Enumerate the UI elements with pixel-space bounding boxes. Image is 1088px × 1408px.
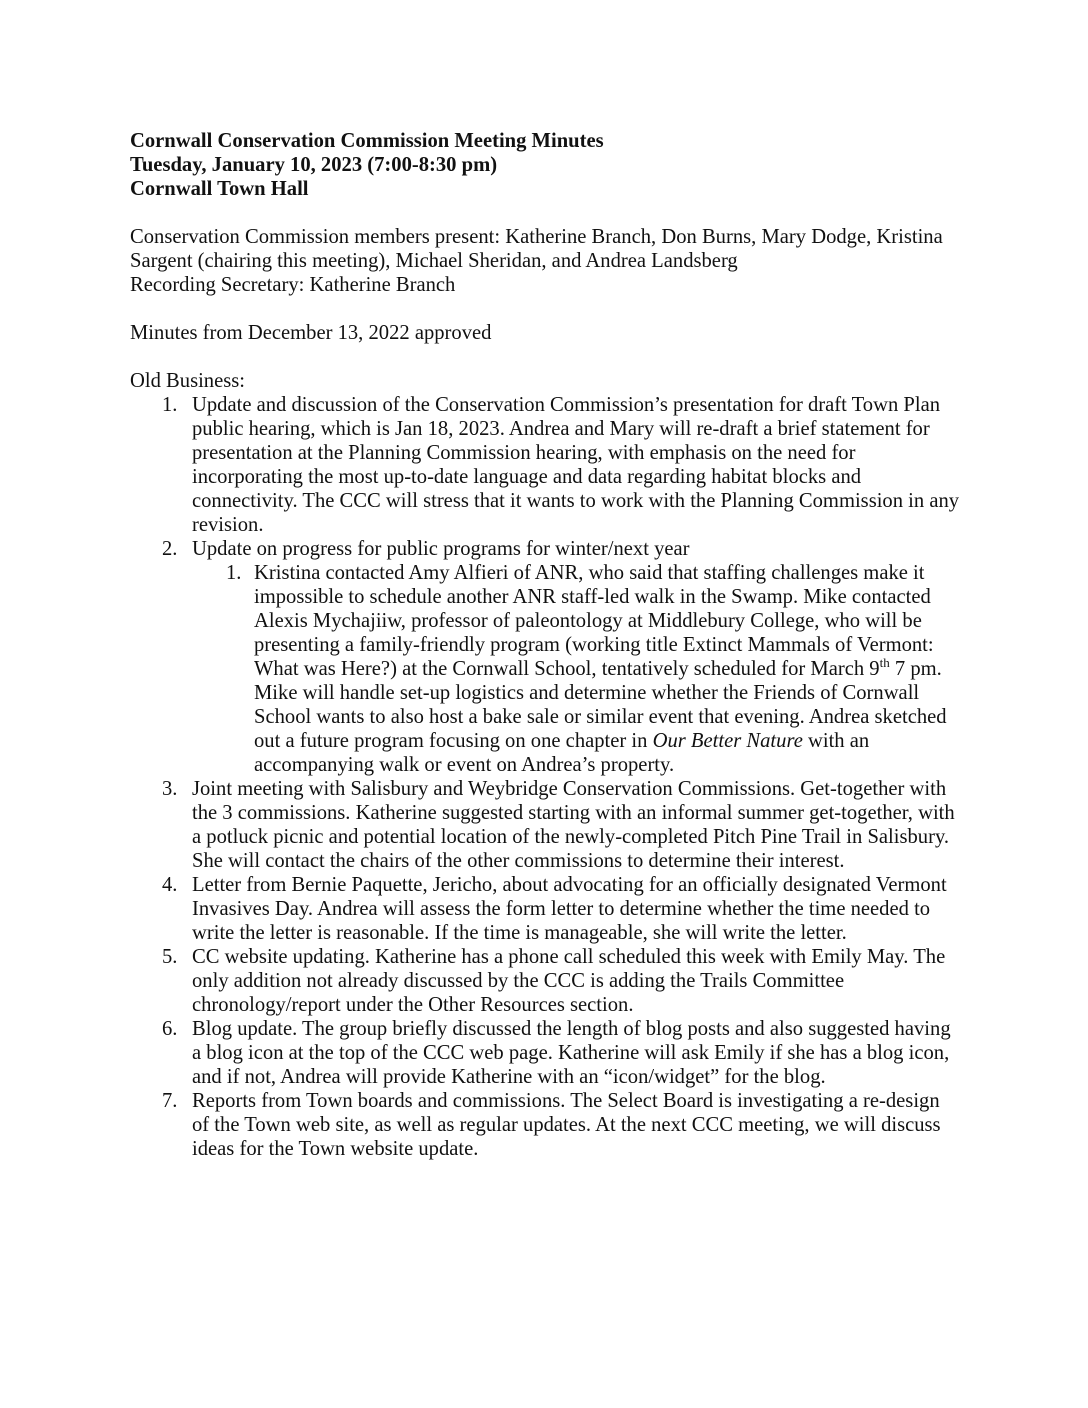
list-item-text: Update on progress for public programs for winter/next year <box>192 538 690 560</box>
sub-item-text-part1: Kristina contacted Amy Alfieri of ANR, who said that staffing challenges make it impossible to schedule another ANR staff-led walk in the Swamp. Mike contacted Alexis Mychajiiw, professor of paleontology at Middlebury College, who will be presenting a family-friendly program (working title Extinct Mammals of Vermont: What was Here?) at the Cornwall School, tentatively scheduled for March 9 <box>254 562 934 680</box>
list-item <box>192 873 960 945</box>
members-present: Conservation Commission members present: Katherine Branch, Don Burns, Mary Dodge, Kristina Sargent (chairing this meeting), Michael Sheridan, and Andrea Landsberg <box>130 226 943 272</box>
recording-secretary: Recording Secretary: Katherine Branch <box>130 274 456 296</box>
list-item <box>192 1089 960 1161</box>
document-title: Cornwall Conservation Commission Meeting Minutes <box>130 130 604 152</box>
minutes-content <box>130 129 960 1161</box>
spacer <box>130 201 960 225</box>
spacer <box>130 297 960 321</box>
book-title: Our Better Nature <box>652 730 803 752</box>
list-item-text: Update and discussion of the Conservation Commission’s presentation for draft Town Plan public hearing, which is Jan 18, 2023. Andrea and Mary will re-draft a brief statement for presentation at the Planning Commission hearing, with emphasis on the need for incorporating the most up-to-date language and data regarding habitat blocks and connectivity. The CCC will stress that it wants to work with the Planning Commission in any revision. <box>192 394 960 536</box>
list-item-text: CC website updating. Katherine has a phone call scheduled this week with Emily May. The only addition not already discussed by the CCC is adding the Trails Committee chronology/report under the Other Resources section. <box>192 946 946 1016</box>
list-item <box>192 945 960 1017</box>
old-business-list <box>130 393 960 1161</box>
list-item-text: Letter from Bernie Paquette, Jericho, about advocating for an officially designated Vermont Invasives Day. Andrea will assess the form letter to determine whether the time needed to write the letter is reasonable. If the time is manageable, she will write the letter. <box>192 874 947 944</box>
list-item <box>192 537 960 777</box>
list-item-text: Reports from Town boards and commissions. The Select Board is investigating a re-design of the Town web site, as well as regular updates. At the next CCC meeting, we will discuss ideas for the Town website update. <box>192 1090 941 1160</box>
sub-list-item <box>254 561 960 777</box>
document-header <box>130 129 960 201</box>
meeting-location: Cornwall Town Hall <box>130 178 309 200</box>
spacer <box>130 345 960 369</box>
sub-item-text-part2: 7 pm. Mike will handle set-up logistics and determine whether the Friends of Cornwall School wants to also host a bake sale or similar event that evening. Andrea sketched out a future program focusing on one chapter in <box>254 658 947 752</box>
sub-list <box>192 561 960 777</box>
list-item-text: Blog update. The group briefly discussed the length of blog posts and also suggested having a blog icon at the top of the CCC web page. Katherine will ask Emily if she has a blog icon, and if not, Andrea will provide Katherine with an “icon/widget” for the blog. <box>192 1018 951 1088</box>
list-item-text: Joint meeting with Salisbury and Weybridge Conservation Commissions. Get-together with the 3 commissions. Katherine suggested starting with an informal summer get-together, with a potluck picnic and potential location of the newly-completed Pitch Pine Trail in Salisbury. She will contact the chairs of the other commissions to determine their interest. <box>192 778 955 872</box>
meeting-date: Tuesday, January 10, 2023 (7:00-8:30 pm) <box>130 154 498 176</box>
list-item <box>192 1017 960 1089</box>
minutes-approval: Minutes from December 13, 2022 approved <box>130 322 492 344</box>
list-item <box>192 777 960 873</box>
old-business-heading: Old Business: <box>130 370 245 392</box>
list-item <box>192 393 960 537</box>
ordinal-suffix: th <box>879 655 890 671</box>
sub-item-text-part3: with an accompanying walk or event on Andrea’s property. <box>254 730 870 776</box>
